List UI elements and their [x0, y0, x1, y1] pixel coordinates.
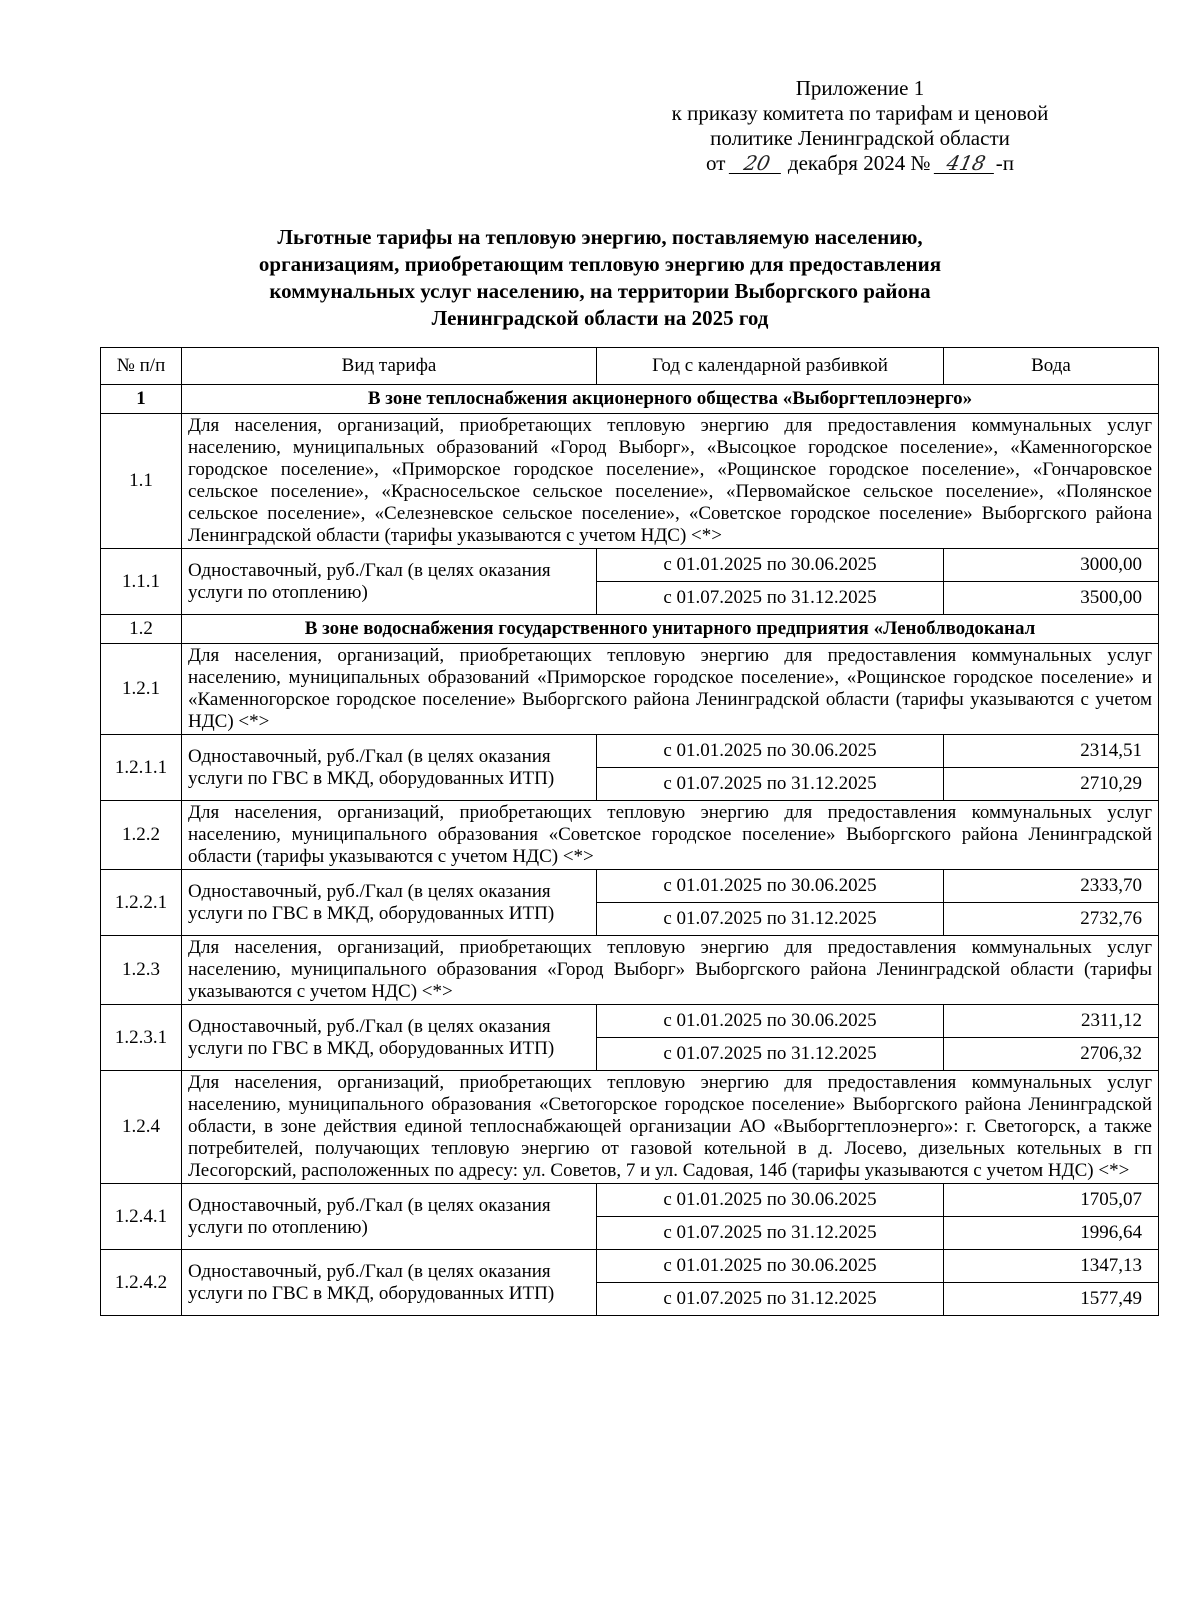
row-number: 1.2.1.1 [101, 735, 182, 801]
section-title: В зоне теплоснабжения акционерного общества «Выборгтеплоэнерго» [182, 385, 1159, 414]
title-line: организациям, приобретающим тепловую энергию для предоставления [258, 252, 942, 276]
row-number: 1.1.1 [101, 549, 182, 615]
tariff-value: 2710,29 [944, 768, 1159, 801]
tariff-type: Одноставочный, руб./Гкал (в целях оказания услуги по отоплению) [182, 549, 597, 615]
tariff-row [101, 1184, 1159, 1217]
committee-name: политике Ленинградской области [710, 126, 1010, 150]
tariff-type: Одноставочный, руб./Гкал (в целях оказания услуги по ГВС в МКД, оборудованных ИТП) [182, 1005, 597, 1071]
row-number: 1.2.2.1 [101, 870, 182, 936]
tariff-value: 3500,00 [944, 582, 1159, 615]
period: с 01.07.2025 по 31.12.2025 [597, 582, 944, 615]
tariff-value: 2706,32 [944, 1038, 1159, 1071]
description-row [101, 801, 1159, 870]
tariff-value: 1347,13 [944, 1250, 1159, 1283]
row-number: 1.2.2 [101, 801, 182, 870]
tariff-value: 2314,51 [944, 735, 1159, 768]
row-description: Для населения, организаций, приобретающих тепловую энергию для предоставления коммунальных услуг населению, муниципального образования «Светогорское городское поселение» Выборгского района Ленинградской области, в зоне действия единой теплоснабжающей организации АО «Выборгтеплоэнерго»: г. Светогорск, а также потребителей, получающих тепловую энергию от газовой котельной в д. Лосево, дизельных котельных в гп Лесогорский, расположенных по адресу: ул. Советов, 7 и ул. Садовая, 14б (тарифы указываются с учетом НДС) <*> [182, 1071, 1159, 1184]
document-title [150, 224, 1050, 332]
appendix-label: Приложение 1 [795, 76, 925, 100]
period: с 01.07.2025 по 31.12.2025 [597, 1283, 944, 1316]
tariff-value: 3000,00 [944, 549, 1159, 582]
title-line: коммунальных услуг населению, на территории Выборгского района [269, 279, 931, 303]
tariff-value: 2732,76 [944, 903, 1159, 936]
order-suffix: -п [995, 151, 1014, 175]
period: с 01.01.2025 по 30.06.2025 [597, 1250, 944, 1283]
row-number: 1 [101, 385, 182, 414]
tariff-row [101, 870, 1159, 903]
tariff-value: 1996,64 [944, 1217, 1159, 1250]
tariff-value: 2311,12 [944, 1005, 1159, 1038]
row-number: 1.2.1 [101, 644, 182, 735]
row-number: 1.2.4.2 [101, 1250, 182, 1316]
tariff-type: Одноставочный, руб./Гкал (в целях оказания услуги по ГВС в МКД, оборудованных ИТП) [182, 735, 597, 801]
row-number: 1.2.4 [101, 1071, 182, 1184]
tariff-value: 1577,49 [944, 1283, 1159, 1316]
row-number: 1.2.3 [101, 936, 182, 1005]
row-description: Для населения, организаций, приобретающих тепловую энергию для предоставления коммунальных услуг населению, муниципального образования «Советское городское поселение» Выборгского района Ленинградской области (тарифы указываются с учетом НДС) <*> [182, 801, 1159, 870]
table-header-row [101, 348, 1159, 385]
row-description: Для населения, организаций, приобретающих тепловую энергию для предоставления коммунальных услуг населению, муниципальных образований «Город Выборг», «Высоцкое городское поселение», «Каменногорское городское поселение», «Приморское городское поселение», «Рощинское городское поселение», «Гончаровское сельское поселение», «Красносельское сельское поселение», «Первомайское сельское поселение», «Полянское сельское поселение», «Селезневское сельское поселение», «Советское городское поселение» Выборгского района Ленинградской области (тарифы указываются с учетом НДС) <*> [182, 414, 1159, 549]
tariff-row [101, 735, 1159, 768]
period: с 01.07.2025 по 31.12.2025 [597, 768, 944, 801]
appendix-header [560, 76, 1160, 176]
tariff-row [101, 1005, 1159, 1038]
description-row [101, 644, 1159, 735]
row-number: 1.2 [101, 615, 182, 644]
period: с 01.01.2025 по 30.06.2025 [597, 1005, 944, 1038]
section-row [101, 385, 1159, 414]
title-line: Ленинградской области на 2025 год [431, 306, 769, 330]
tariff-row [101, 1250, 1159, 1283]
period: с 01.01.2025 по 30.06.2025 [597, 1184, 944, 1217]
period: с 01.07.2025 по 31.12.2025 [597, 1217, 944, 1250]
period: с 01.07.2025 по 31.12.2025 [597, 1038, 944, 1071]
description-row [101, 414, 1159, 549]
row-number: 1.1 [101, 414, 182, 549]
description-row [101, 1071, 1159, 1184]
row-number: 1.2.4.1 [101, 1184, 182, 1250]
order-date-line [560, 151, 1160, 176]
title-line: Льготные тарифы на тепловую энергию, поставляемую населению, [277, 225, 923, 249]
tariff-type: Одноставочный, руб./Гкал (в целях оказания услуги по ГВС в МКД, оборудованных ИТП) [182, 1250, 597, 1316]
col-header-water: Вода [944, 348, 1159, 385]
tariff-type: Одноставочный, руб./Гкал (в целях оказания услуги по отоплению) [182, 1184, 597, 1250]
col-header-number: № п/п [101, 348, 182, 385]
col-header-period: Год с календарной разбивкой [597, 348, 944, 385]
row-description: Для населения, организаций, приобретающих тепловую энергию для предоставления коммунальных услуг населению, муниципальных образований «Приморское городское поселение», «Рощинское городское поселение» и «Каменногорское городское поселение» Выборгского района Ленинградской области (тарифы указываются с учетом НДС) <*> [182, 644, 1159, 735]
period: с 01.01.2025 по 30.06.2025 [597, 549, 944, 582]
description-row [101, 936, 1159, 1005]
handwritten-order-number: 418 [934, 153, 998, 174]
period: с 01.01.2025 по 30.06.2025 [597, 735, 944, 768]
section-title: В зоне водоснабжения государственного унитарного предприятия «Леноблводоканал [182, 615, 1159, 644]
date-month-year: декабря 2024 № [787, 151, 931, 175]
section-row [101, 615, 1159, 644]
order-reference: к приказу комитета по тарифам и ценовой [671, 101, 1049, 125]
period: с 01.01.2025 по 30.06.2025 [597, 870, 944, 903]
row-description: Для населения, организаций, приобретающих тепловую энергию для предоставления коммунальных услуг населению, муниципального образования «Город Выборг» Выборгского района Ленинградской области (тарифы указываются с учетом НДС) <*> [182, 936, 1159, 1005]
tariff-row [101, 549, 1159, 582]
handwritten-day: 20 [728, 153, 784, 174]
row-number: 1.2.3.1 [101, 1005, 182, 1071]
tariff-value: 1705,07 [944, 1184, 1159, 1217]
tariff-value: 2333,70 [944, 870, 1159, 903]
col-header-tariff-type: Вид тарифа [182, 348, 597, 385]
date-prefix: от [706, 151, 726, 175]
tariff-table [100, 347, 1159, 1316]
period: с 01.07.2025 по 31.12.2025 [597, 903, 944, 936]
tariff-type: Одноставочный, руб./Гкал (в целях оказания услуги по ГВС в МКД, оборудованных ИТП) [182, 870, 597, 936]
